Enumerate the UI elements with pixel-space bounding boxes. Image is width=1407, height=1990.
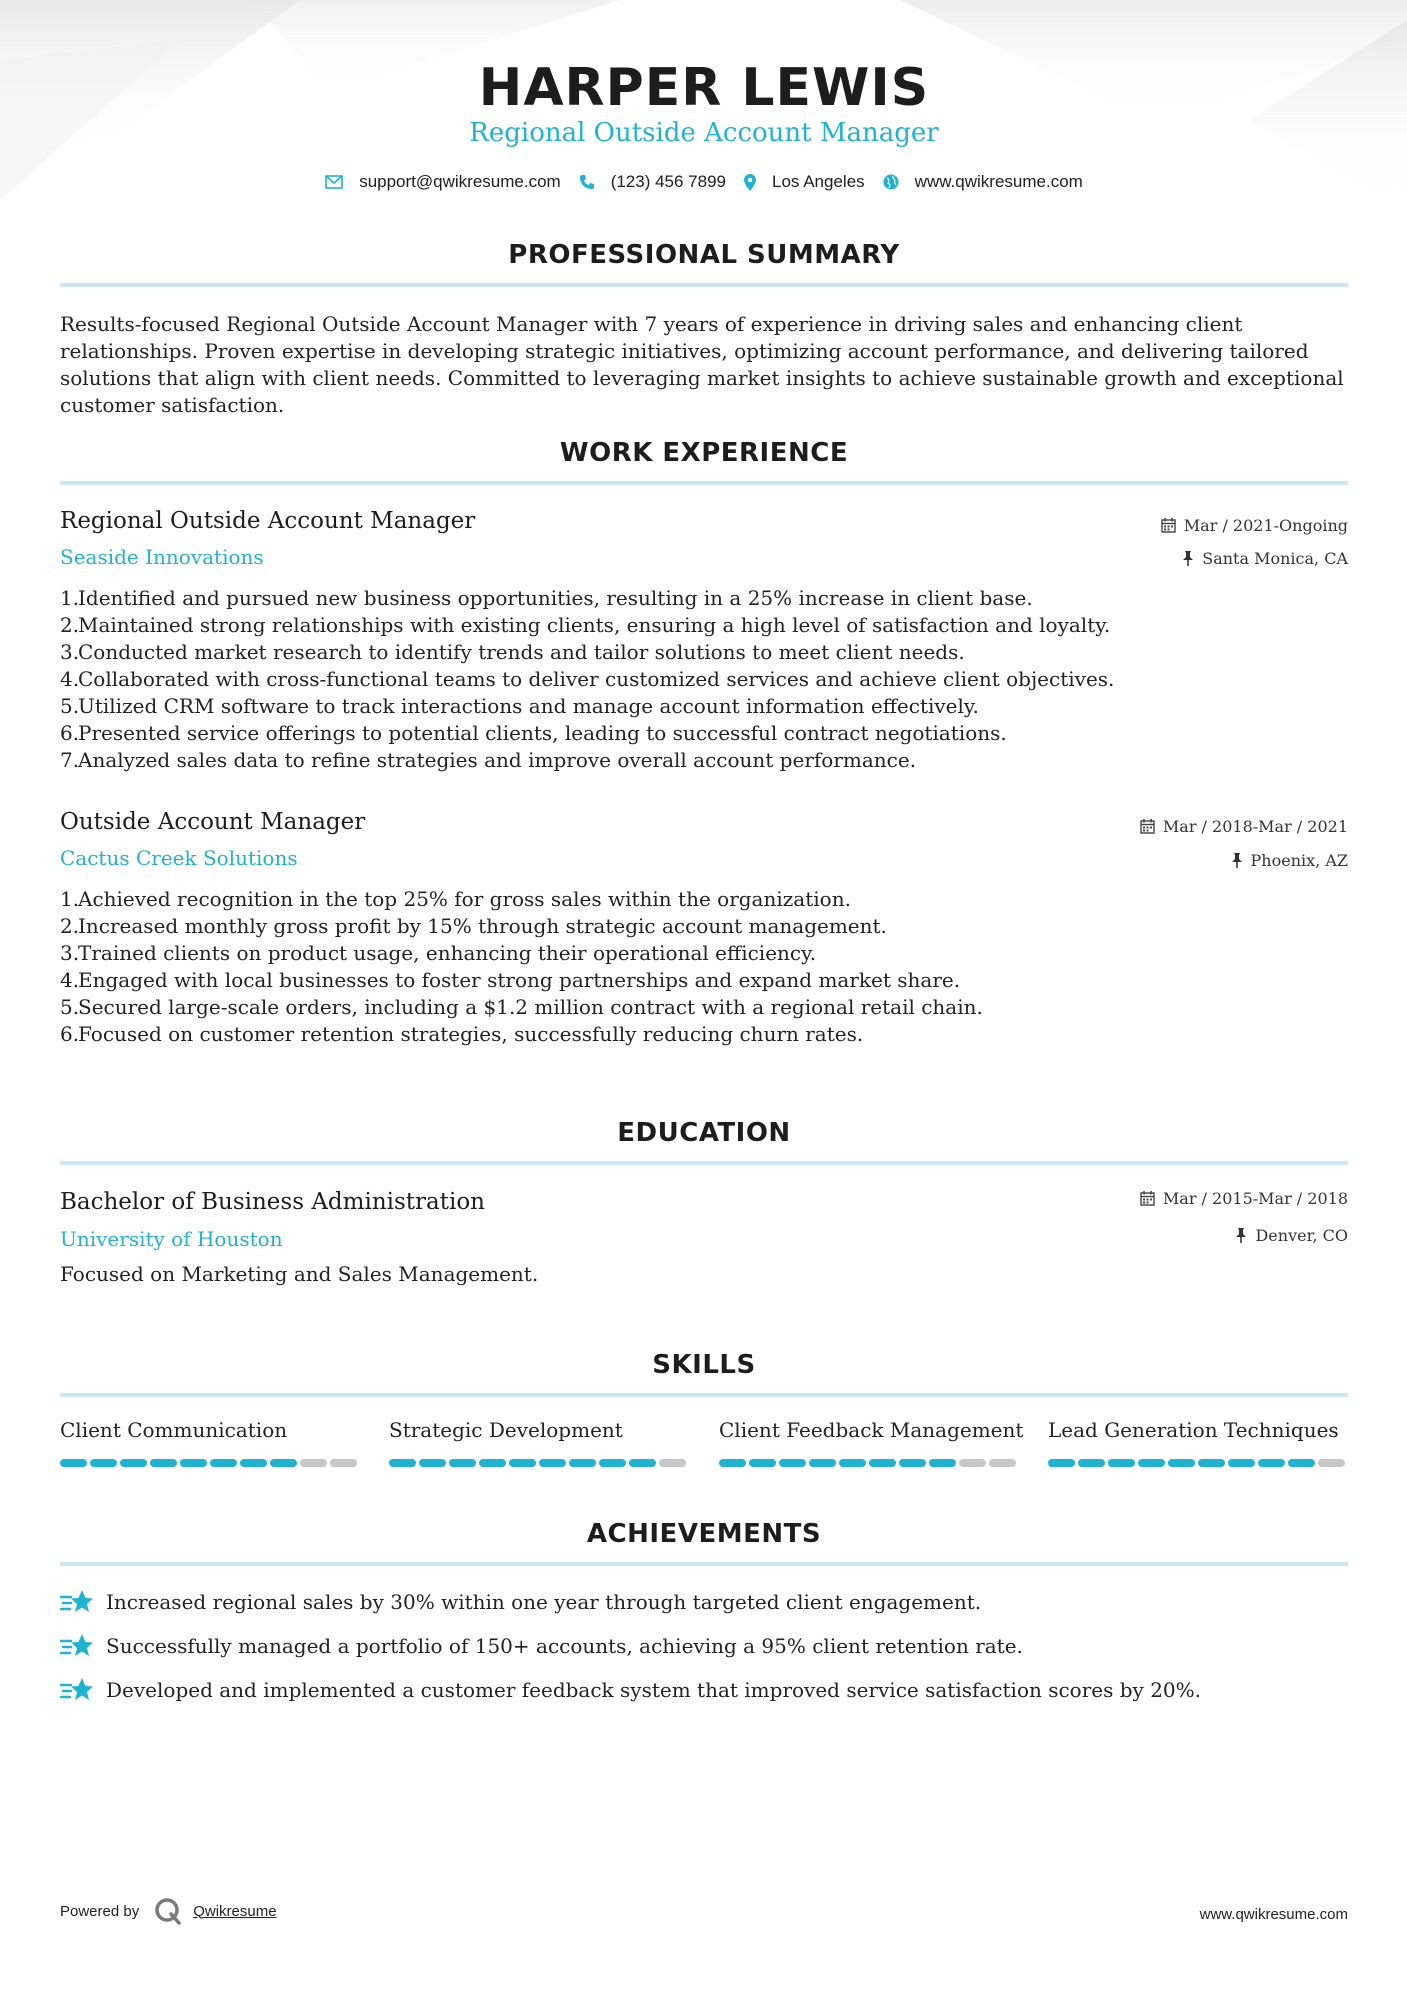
achievements-heading: ACHIEVEMENTS xyxy=(586,1519,822,1549)
list-item: 2. Maintained strong relationships with existing clients, ensuring a high level of satisfaction and loyalty. xyxy=(60,613,1111,637)
job-title: Regional Outside Account Manager xyxy=(60,508,476,534)
achievement-text: Increased regional sales by 30% within one year through targeted client engagement. xyxy=(106,1590,982,1614)
skill-level-segment xyxy=(1318,1459,1345,1467)
skill-label: Strategic Development xyxy=(389,1418,623,1442)
skill-level-segment xyxy=(599,1459,626,1467)
skill-level-segment xyxy=(629,1459,656,1467)
list-item: 1. Achieved recognition in the top 25% for gross sales within the organization. xyxy=(60,887,851,911)
list-item: 3. Trained clients on product usage, enhancing their operational efficiency. xyxy=(60,941,817,965)
skill-level-segment xyxy=(389,1459,416,1467)
skill-level-segment xyxy=(479,1459,506,1467)
skill-item xyxy=(1048,1418,1348,1467)
location-text: Los Angeles xyxy=(772,172,865,191)
skill-label: Lead Generation Techniques xyxy=(1048,1418,1339,1442)
skill-level-segment xyxy=(749,1459,776,1467)
experience-divider xyxy=(60,481,1348,485)
education-location xyxy=(1235,1226,1348,1245)
skill-level-bar xyxy=(389,1459,689,1467)
skill-level-segment xyxy=(659,1459,686,1467)
job-location xyxy=(1231,851,1348,870)
skill-level-segment xyxy=(180,1459,207,1467)
list-item: 6. Focused on customer retention strategies, successfully reducing churn rates. xyxy=(60,1022,864,1046)
list-item: 7. Analyzed sales data to refine strategies and improve overall account performance. xyxy=(60,748,917,772)
contact-row xyxy=(60,172,1348,192)
job-dates-text: Mar / 2018-Mar / 2021 xyxy=(1162,817,1348,836)
skill-level-segment xyxy=(1168,1459,1195,1467)
achievement-item xyxy=(60,1676,1201,1704)
list-item: 3. Conducted market research to identify trends and tailor solutions to meet client needs. xyxy=(60,640,965,664)
job-bullet-list xyxy=(60,585,1348,774)
skill-level-segment xyxy=(1108,1459,1135,1467)
pushpin-icon xyxy=(1231,853,1243,868)
job-company: Cactus Creek Solutions xyxy=(60,846,298,870)
education-heading: EDUCATION xyxy=(617,1118,791,1148)
skill-level-segment xyxy=(779,1459,806,1467)
pushpin-icon xyxy=(1235,1228,1247,1243)
skill-level-segment xyxy=(120,1459,147,1467)
skill-level-segment xyxy=(1078,1459,1105,1467)
calendar-icon xyxy=(1140,1191,1155,1206)
skill-level-segment xyxy=(60,1459,87,1467)
list-item: 4. Engaged with local businesses to foster strong partnerships and expand market share. xyxy=(60,968,961,992)
skill-level-segment xyxy=(270,1459,297,1467)
achievement-text: Developed and implemented a customer feedback system that improved service satisfaction scores by 20%. xyxy=(106,1678,1202,1702)
powered-by-label: Powered by xyxy=(60,1902,140,1920)
calendar-icon xyxy=(1140,819,1155,834)
qwikresume-link[interactable]: Qwikresume xyxy=(193,1902,277,1920)
skill-level-bar xyxy=(1048,1459,1348,1467)
skill-level-segment xyxy=(809,1459,836,1467)
email-text: support@qwikresume.com xyxy=(359,172,561,191)
skill-level-segment xyxy=(240,1459,267,1467)
list-item: 5. Secured large-scale orders, including a $1.2 million contract with a regional retail chain. xyxy=(60,995,983,1019)
job-company: Seaside Innovations xyxy=(60,545,264,569)
list-item: 6. Presented service offerings to potential clients, leading to successful contract negotiations. xyxy=(60,721,1007,745)
education-dates xyxy=(1140,1189,1348,1208)
skill-level-segment xyxy=(569,1459,596,1467)
candidate-title: Regional Outside Account Manager xyxy=(469,118,939,148)
skill-level-segment xyxy=(330,1459,357,1467)
skill-level-segment xyxy=(1288,1459,1315,1467)
skill-level-segment xyxy=(539,1459,566,1467)
education-dates-text: Mar / 2015-Mar / 2018 xyxy=(1162,1189,1348,1208)
skill-level-segment xyxy=(929,1459,956,1467)
skill-level-segment xyxy=(899,1459,926,1467)
experience-heading: WORK EXPERIENCE xyxy=(559,438,849,468)
skill-item xyxy=(60,1418,360,1467)
skill-level-segment xyxy=(1138,1459,1165,1467)
skill-level-segment xyxy=(1198,1459,1225,1467)
skills-divider xyxy=(60,1393,1348,1397)
list-item: 1. Identified and pursued new business opportunities, resulting in a 25% increase in client base. xyxy=(60,586,1033,610)
job-dates xyxy=(1161,516,1348,535)
envelope-icon xyxy=(325,175,343,189)
skill-label: Client Communication xyxy=(60,1418,288,1442)
skill-level-segment xyxy=(300,1459,327,1467)
skill-level-bar xyxy=(60,1459,360,1467)
contact-location xyxy=(744,172,865,192)
skill-level-segment xyxy=(989,1459,1016,1467)
skill-item xyxy=(719,1418,1024,1467)
qwikresume-logo-icon xyxy=(153,1896,183,1926)
job-location-text: Phoenix, AZ xyxy=(1250,851,1348,870)
globe-icon xyxy=(883,174,899,190)
footer-powered-by xyxy=(60,1896,277,1926)
skill-level-segment xyxy=(959,1459,986,1467)
skill-item xyxy=(389,1418,689,1467)
education-divider xyxy=(60,1161,1348,1165)
education-location-text: Denver, CO xyxy=(1255,1226,1348,1245)
school-name: University of Houston xyxy=(60,1227,283,1251)
candidate-name: HARPER LEWIS xyxy=(478,58,930,118)
map-pin-icon xyxy=(744,174,756,191)
skill-level-segment xyxy=(509,1459,536,1467)
skills-heading: SKILLS xyxy=(652,1350,756,1380)
achievement-item xyxy=(60,1632,1023,1660)
job-dates-text: Mar / 2021-Ongoing xyxy=(1183,516,1348,535)
skill-level-segment xyxy=(869,1459,896,1467)
summary-heading: PROFESSIONAL SUMMARY xyxy=(508,240,900,270)
list-item: 5. Utilized CRM software to track interactions and manage account information effectively. xyxy=(60,694,979,718)
skill-level-segment xyxy=(1228,1459,1255,1467)
achievements-divider xyxy=(60,1562,1348,1566)
contact-website[interactable] xyxy=(883,172,1083,192)
education-detail: Focused on Marketing and Sales Management. xyxy=(60,1262,539,1286)
degree-title: Bachelor of Business Administration xyxy=(60,1189,485,1215)
skill-level-segment xyxy=(1048,1459,1075,1467)
job-location xyxy=(1182,549,1348,568)
skill-level-segment xyxy=(1258,1459,1285,1467)
job-bullet-list xyxy=(60,886,1348,1048)
job-location-text: Santa Monica, CA xyxy=(1202,549,1348,568)
job-dates xyxy=(1140,817,1348,836)
job-title: Outside Account Manager xyxy=(60,809,366,835)
pushpin-icon xyxy=(1182,551,1194,566)
skill-level-segment xyxy=(719,1459,746,1467)
calendar-icon xyxy=(1161,518,1176,533)
website-text: www.qwikresume.com xyxy=(914,172,1083,191)
skill-level-bar xyxy=(719,1459,1019,1467)
skill-level-segment xyxy=(449,1459,476,1467)
contact-email[interactable] xyxy=(325,172,561,192)
phone-text: (123) 456 7899 xyxy=(610,172,727,191)
summary-divider xyxy=(60,283,1348,287)
skill-level-segment xyxy=(419,1459,446,1467)
skill-level-segment xyxy=(210,1459,237,1467)
star-icon xyxy=(60,1632,94,1660)
achievement-item xyxy=(60,1588,981,1616)
summary-text: Results-focused Regional Outside Account Manager with 7 years of experience in driving sales and enhancing client relationships. Proven expertise in developing strategic initiatives, optimizing account performance, and delivering tailored solutions that align with client needs. Committed to leveraging market insights to achieve sustainable growth and exceptional customer satisfaction. xyxy=(60,312,1344,417)
skill-level-segment xyxy=(150,1459,177,1467)
footer-website[interactable]: www.qwikresume.com xyxy=(1199,1906,1348,1923)
contact-phone[interactable] xyxy=(579,172,726,192)
star-icon xyxy=(60,1588,94,1616)
skill-label: Client Feedback Management xyxy=(719,1418,1024,1442)
phone-icon xyxy=(579,174,595,190)
list-item: 4. Collaborated with cross-functional teams to deliver customized services and achieve client objectives. xyxy=(60,667,1115,691)
list-item: 2. Increased monthly gross profit by 15% through strategic account management. xyxy=(60,914,887,938)
star-icon xyxy=(60,1676,94,1704)
skill-level-segment xyxy=(839,1459,866,1467)
achievement-text: Successfully managed a portfolio of 150+ accounts, achieving a 95% client retention rate. xyxy=(106,1634,1023,1658)
skill-level-segment xyxy=(90,1459,117,1467)
